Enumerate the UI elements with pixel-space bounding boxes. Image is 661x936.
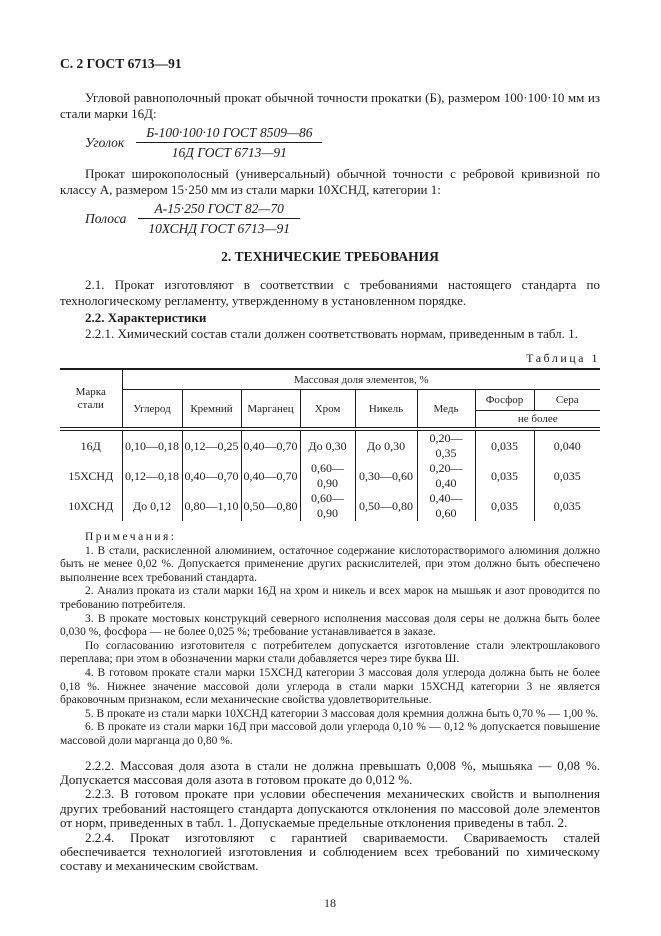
note-item-1: 1. В стали, раскисленной алюминием, остаточное содержание кислоторастворимого алюминия должно быть не менее 0,02 %. Допускается применение других раскислителей, при этом должно быть обеспечено выполнение всех требований стандарта.: [60, 544, 600, 584]
note-item-3-addendum: По согласованию изготовителя с потребителем допускается изготовление стали электрошлакового переплава; при этом в обозначении марки стали добавляется через тире буква Ш.: [60, 639, 600, 666]
col-header-sulfur: Сера: [534, 390, 600, 411]
formula-denominator: 16Д ГОСТ 6713—91: [171, 145, 287, 160]
grade-cell: 15ХСНД: [68, 468, 114, 483]
value-cell: 0,60—0,90: [300, 461, 355, 491]
formula-label-angle: Уголок: [85, 134, 125, 150]
intro-paragraph-strip: Прокат широкополосный (универсальный) обычной точности с ребровой кривизной по классу А, размером 15·250 мм из стали марки 10ХСНД, категории 1:: [60, 166, 600, 197]
paragraph-2-2-1: 2.2.1. Химический состав стали должен соответствовать нормам, приведенным в табл. 1.: [85, 326, 578, 341]
value-cell: 0,035: [534, 491, 600, 521]
value-cell: До 0,30: [355, 431, 417, 462]
intro-paragraph-angle: Угловой равнополочный прокат обычной точности прокатки (Б), размером 100·100·10 мм из стали марки 16Д:: [60, 90, 600, 121]
col-header-manganese: Марганец: [241, 390, 300, 428]
strip-designation-formula: [85, 201, 600, 236]
table-row: [60, 491, 600, 521]
chemical-composition-table: [60, 368, 600, 521]
col-header-mass-fraction: Массовая доля элементов, %: [122, 369, 600, 390]
col-header-nickel: Никель: [355, 390, 417, 428]
value-cell: До 0,12: [122, 491, 182, 521]
col-header-grade: Марка стали: [75, 385, 106, 411]
value-cell: 0,035: [475, 431, 534, 462]
value-cell: 0,40—0,60: [417, 491, 475, 521]
value-cell: 0,20—0,40: [417, 461, 475, 491]
note-item-4: 4. В готовом прокате стали марки 15ХСНД категории 3 массовая доля углерода должна быть не более 0,18 %. Нижнее значение массовой доли углерода в стали марки 15ХСНД категории 3 не является браковочным признаком, если механические свойства удовлетворительные.: [60, 666, 600, 707]
table-row: [60, 461, 600, 491]
grade-cell: 10ХСНД: [68, 498, 114, 513]
running-header: С. 2 ГОСТ 6713—91: [60, 56, 182, 71]
value-cell: До 0,30: [300, 431, 355, 462]
angle-designation-formula: [85, 125, 600, 160]
formula-numerator: Б-100·100·10 ГОСТ 8509—86: [136, 125, 322, 143]
grade-cell: 16Д: [80, 438, 101, 453]
value-cell: 0,12—0,25: [182, 431, 241, 462]
paragraph-2-2-3: 2.2.3. В готовом прокате при условии обеспечения механических свойств и выполнения других требований настоящего стандарта допускаются отклонения по массовой доле элементов от норм, приведенных в табл. 1. Допускаемые предельные отклонения приведены в табл. 2.: [60, 786, 600, 831]
table-header-row-elements: [60, 390, 600, 411]
notes-block: [60, 531, 600, 749]
notes-title: Примечания:: [85, 531, 177, 543]
value-cell: 0,040: [534, 431, 600, 462]
value-cell: 0,035: [534, 461, 600, 491]
value-cell: 0,40—0,70: [241, 431, 300, 462]
formula-label-strip: Полоса: [85, 210, 127, 226]
col-header-chromium: Хром: [300, 390, 355, 428]
value-cell: 0,40—0,70: [182, 461, 241, 491]
section-title: 2. ТЕХНИЧЕСКИЕ ТРЕБОВАНИЯ: [221, 249, 439, 264]
note-item-6: 6. В прокате из стали марки 16Д при массовой доли углерода 0,10 % — 0,12 % допускается повышение массовой доли марганца до 0,80 %.: [60, 721, 600, 747]
col-header-silicon: Кремний: [182, 390, 241, 428]
value-cell: 0,80—1,10: [182, 491, 241, 521]
note-item-3: 3. В прокате мостовых конструкций северного исполнения массовая доля серы не должна быть более 0,030 %, фосфора — не более 0,025 %; требование устанавливается в заказе.: [60, 612, 600, 639]
table-caption: Таблица 1: [526, 351, 600, 365]
value-cell: 0,50—0,80: [241, 491, 300, 521]
value-cell: 0,035: [475, 461, 534, 491]
paragraph-2-2-4: 2.2.4. Прокат изготовляют с гарантией свариваемости. Свариваемость сталей обеспечивается технологией изготовления и соблюдением всех требований по химическому составу и механическим свойствам.: [60, 829, 600, 874]
value-cell: 0,40—0,70: [241, 461, 300, 491]
fraction: [136, 125, 322, 160]
fraction: [138, 201, 300, 236]
value-cell: 0,035: [475, 491, 534, 521]
paragraph-2-2-2: 2.2.2. Массовая доля азота в стали не должна превышать 0,008 %, мышьяка — 0,08 %. Допускается массовая доля азота в готовом прокате до 0,012 %.: [60, 757, 600, 787]
value-cell: 0,12—0,18: [122, 461, 182, 491]
paragraph-2-1: 2.1. Прокат изготовляют в соответствии с требованиями настоящего стандарта по технологическому регламенту, утвержденному в установленном порядке.: [60, 277, 600, 308]
paragraph-2-2-heading: 2.2. Характеристики: [85, 310, 207, 325]
value-cell: 0,60—0,90: [300, 491, 355, 521]
value-cell: 0,20—0,35: [417, 431, 475, 462]
table-row: [60, 431, 600, 462]
page-number: 18: [324, 895, 336, 910]
note-item-5: 5. В прокате из стали марки 10ХСНД категории 3 массовая доля кремния должна быть 0,70 % — 1,00 %.: [85, 707, 599, 720]
col-header-copper: Медь: [417, 390, 475, 428]
value-cell: 0,30—0,60: [355, 461, 417, 491]
note-item-2: 2. Анализ проката из стали марки 16Д на хром и никель и всех марок на мышьяк и азот проводится по требованию потребителя.: [60, 585, 600, 611]
formula-denominator: 10ХСНД ГОСТ 6713—91: [148, 221, 290, 236]
table-header-row-group: [60, 369, 600, 390]
formula-numerator: А-15·250 ГОСТ 82—70: [138, 201, 300, 219]
col-header-phosphorus: Фосфор: [475, 390, 534, 411]
col-header-carbon: Углерод: [122, 390, 182, 428]
limit-note-cell: не более: [475, 411, 600, 428]
value-cell: 0,10—0,18: [122, 431, 182, 462]
value-cell: 0,50—0,80: [355, 491, 417, 521]
closing-paragraphs: [60, 759, 600, 874]
